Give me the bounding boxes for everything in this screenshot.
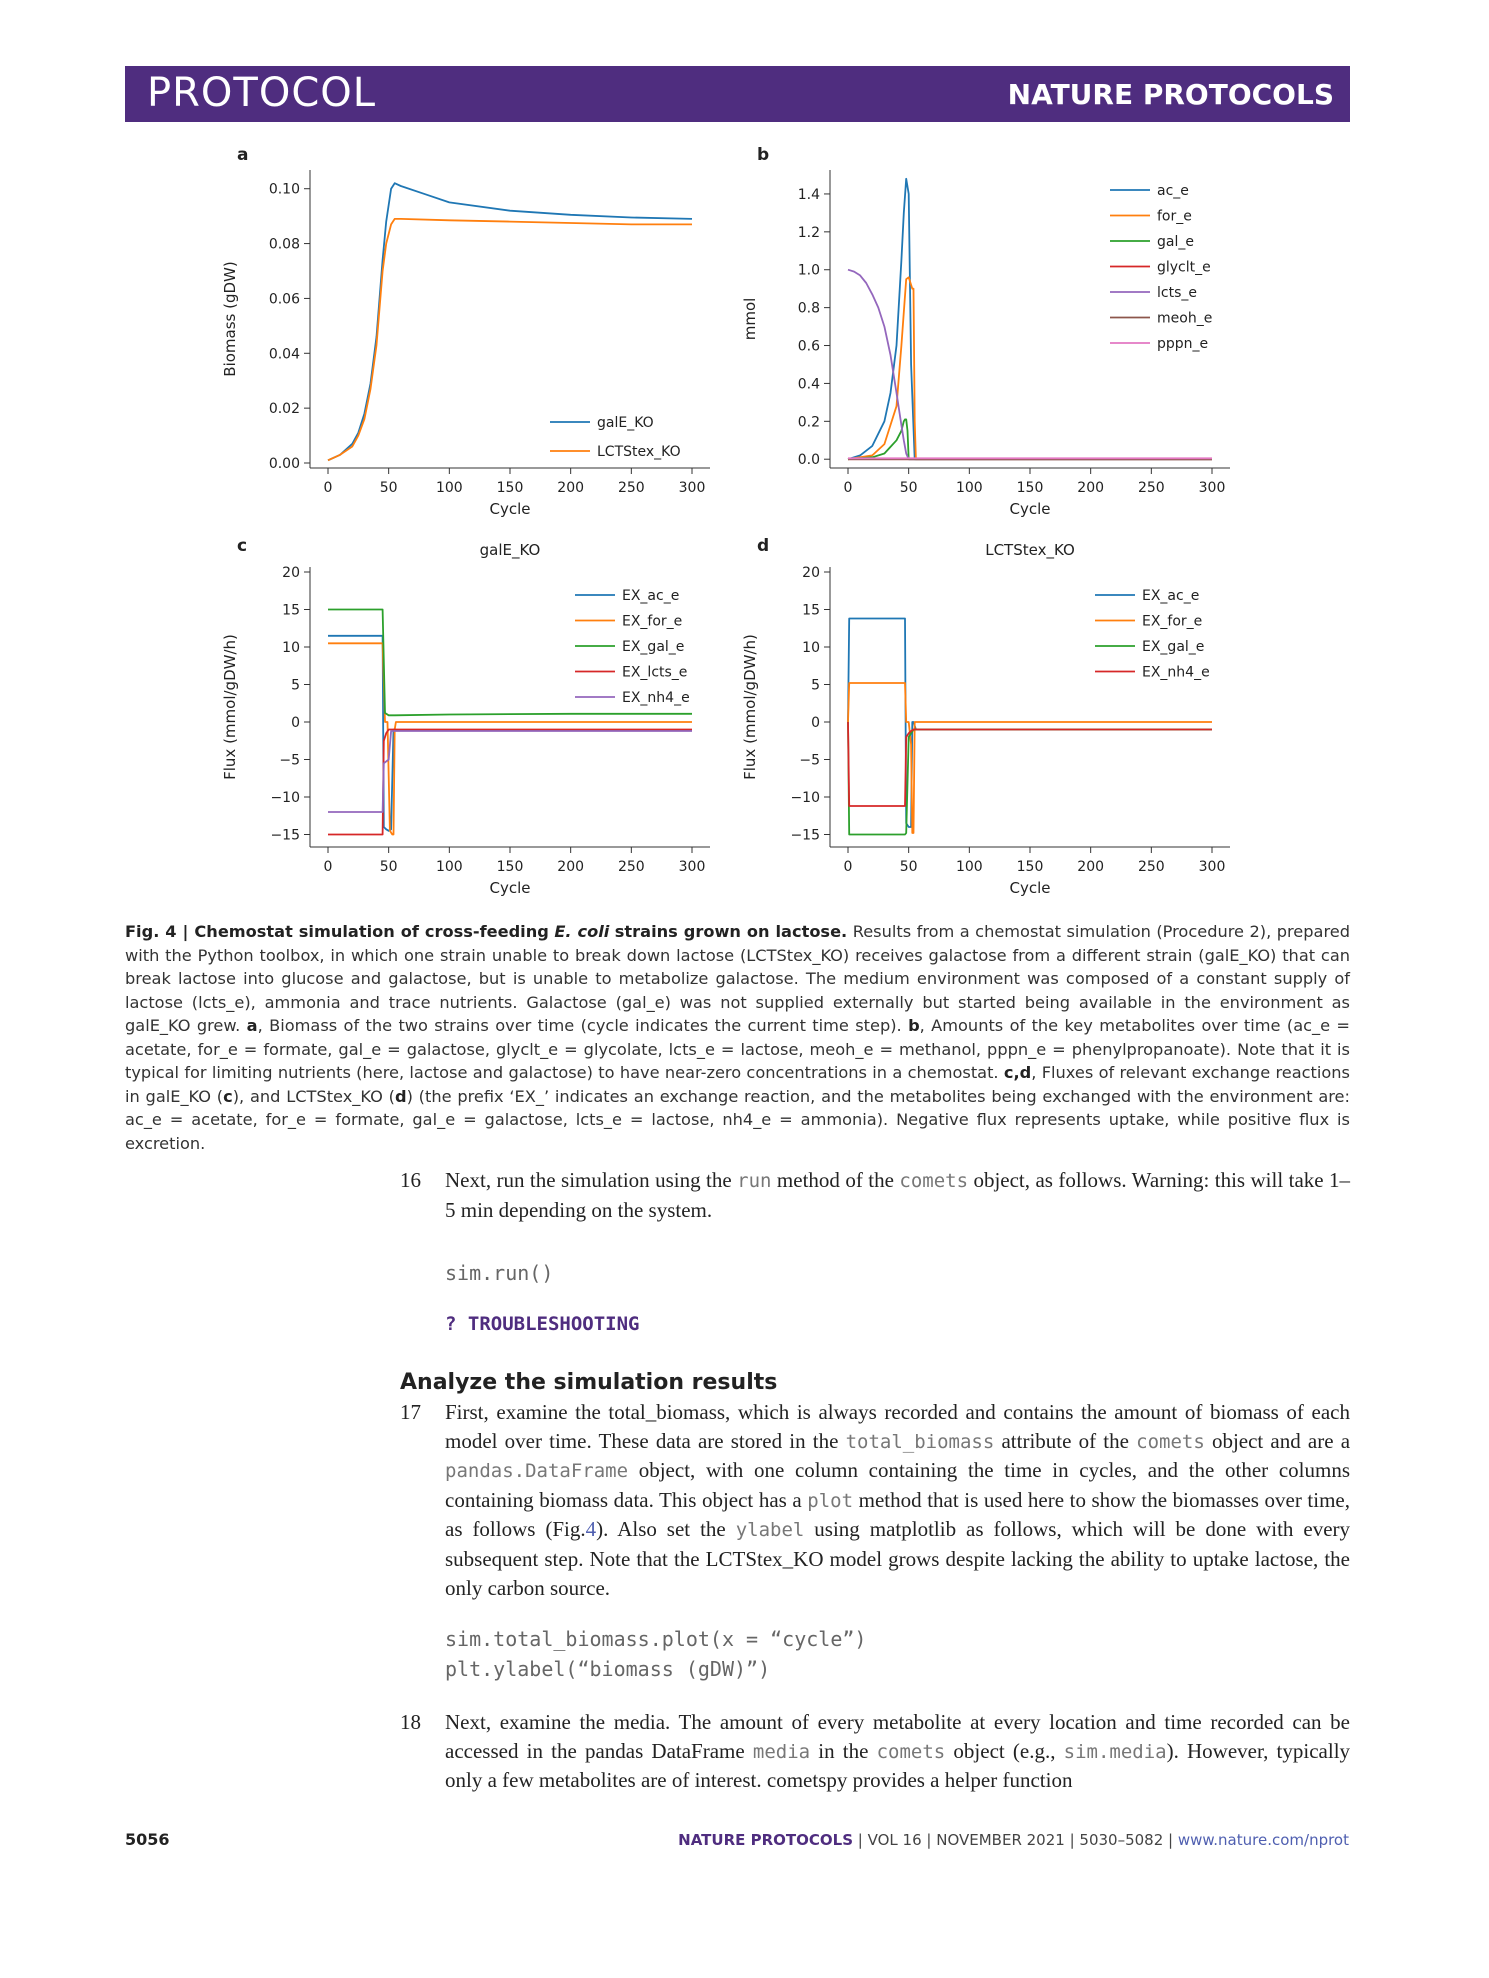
- y-tick-label: 1.4: [797, 186, 820, 203]
- legend-label: gal_e: [1157, 234, 1194, 250]
- step-18: [400, 1708, 1350, 1795]
- step-text: method of the: [776, 1168, 894, 1192]
- y-tick-label: 5: [811, 677, 820, 694]
- legend-label: lcts_e: [1157, 285, 1197, 301]
- y-axis-label: mmol: [741, 297, 759, 341]
- x-tick-label: 0: [843, 480, 853, 496]
- step-text: object, as follows. Warning: this will take 1–5 min depending on the system.: [445, 1168, 1351, 1222]
- x-tick-label: 200: [1077, 859, 1105, 875]
- y-axis-label: Biomass (gDW): [221, 261, 239, 377]
- y-tick-label: 10: [282, 640, 300, 656]
- x-axis-label: Cycle: [1009, 500, 1051, 518]
- inline-code: total_biomass: [845, 1430, 995, 1453]
- chart-panel-c: [205, 535, 745, 910]
- panel-letter: a: [237, 145, 249, 165]
- chart-title: galE_KO: [479, 541, 541, 559]
- x-tick-label: 300: [678, 859, 706, 875]
- caption-key-cd: c,d: [1003, 1063, 1032, 1082]
- y-tick-label: 0.00: [268, 456, 300, 472]
- y-tick-label: 20: [282, 565, 300, 581]
- y-tick-label: −10: [270, 790, 300, 806]
- x-tick-label: 300: [678, 480, 706, 496]
- legend-label: glyclt_e: [1157, 259, 1211, 276]
- x-tick-label: 300: [1198, 859, 1226, 875]
- y-tick-label: −5: [279, 752, 300, 769]
- panel-letter: d: [757, 536, 770, 556]
- chart-panel-b: [725, 145, 1265, 530]
- footer-volume: VOL 16: [867, 1831, 922, 1849]
- x-tick-label: 50: [379, 480, 398, 496]
- figure-caption: [125, 920, 1350, 1155]
- series-line-EX_for_e: [848, 683, 1212, 833]
- legend-label: galE_KO: [597, 415, 654, 431]
- step-number: 18: [400, 1710, 421, 1734]
- footer-journal: NATURE PROTOCOLS: [678, 1831, 854, 1849]
- panel-letter: c: [237, 536, 248, 556]
- step-text: ). Also set the: [596, 1517, 726, 1542]
- caption-key-c: c: [223, 1086, 233, 1106]
- x-tick-label: 0: [843, 859, 853, 875]
- x-tick-label: 200: [557, 859, 585, 875]
- y-tick-label: 0.04: [268, 346, 300, 363]
- step-text: object (e.g.,: [953, 1738, 1056, 1763]
- y-tick-label: 0.6: [797, 338, 820, 355]
- caption-key-b: b: [908, 1016, 920, 1035]
- caption-text-mid: ), and LCTStex_KO (: [232, 1086, 395, 1106]
- legend-label: ac_e: [1157, 183, 1189, 199]
- series-line-gal_e: [848, 419, 1212, 459]
- caption-text-end: ) (the prefix ‘EX_’ indicates an exchange reaction, and the metabolites being exchanged with the environment are: ac_e = acetate, for_e = formate, gal_e = galactose, lcts_e = lactose, nh4_e = ammonia). Negative flux represents uptake, while positive flux is excretion.: [125, 1086, 1350, 1153]
- step-text: method that is used here to show the biomasses over time, as follows (Fig.: [445, 1487, 1351, 1542]
- y-tick-label: 0.8: [797, 300, 820, 317]
- legend-label: EX_ac_e: [622, 588, 680, 604]
- step-text: object and are a: [1211, 1428, 1351, 1453]
- x-tick-label: 300: [1198, 480, 1226, 496]
- x-tick-label: 250: [617, 859, 645, 875]
- x-tick-label: 150: [496, 859, 524, 875]
- x-tick-label: 250: [1137, 480, 1165, 496]
- caption-text-a: , Biomass of the two strains over time (cycle indicates the current time step).: [257, 1016, 902, 1035]
- inline-code: comets: [1136, 1430, 1205, 1453]
- inline-code: media: [752, 1740, 811, 1763]
- y-tick-label: 20: [802, 565, 820, 581]
- caption-text-b: , Amounts of the key metabolites over time (ac_e = acetate, for_e = formate, gal_e = galactose, glyclt_e = glycolate, lcts_e = lactose, meoh_e = methanol, pppn_e = phenylpropanoate). Note that it is typical for limiting nutrients (here, lactose and galactose) to have near-zero concentrations in a chemostat.: [125, 1016, 1350, 1082]
- step-number: 17: [400, 1400, 421, 1424]
- x-axis-label: Cycle: [489, 500, 531, 518]
- y-tick-label: 0.06: [268, 291, 300, 308]
- figure-link[interactable]: 4: [585, 1517, 597, 1542]
- caption-label-end: strains grown on lactose.: [614, 922, 848, 941]
- y-tick-label: 5: [291, 677, 300, 694]
- x-tick-label: 200: [1077, 480, 1105, 496]
- panel-letter: b: [757, 145, 770, 165]
- journal-title: NATURE PROTOCOLS: [1007, 78, 1334, 111]
- y-tick-label: 0: [291, 715, 300, 731]
- footer-citation: NATURE PROTOCOLS | VOL 16 | NOVEMBER 2021 | 5030–5082 | www.nature.com/nprot: [678, 1831, 1349, 1849]
- step-text: ). However, typically only a few metabolites are of interest. cometspy provides a helper function: [445, 1738, 1351, 1793]
- footer-pages: 5030–5082: [1079, 1831, 1164, 1849]
- y-tick-label: 0.10: [268, 181, 300, 198]
- code-block-plot: sim.total_biomass.plot(x = “cycle”): [445, 1627, 867, 1651]
- x-tick-label: 150: [496, 480, 524, 496]
- inline-code: plot: [807, 1489, 854, 1512]
- y-axis-label: Flux (mmol/gDW/h): [221, 634, 239, 780]
- x-tick-label: 50: [379, 859, 398, 875]
- step-text: using matplotlib as follows, which will be done with every subsequent step. Note that the LCTStex_KO model grows despite lacking the ability to uptake lactose, the only carbon source.: [445, 1517, 1351, 1600]
- x-tick-label: 250: [1137, 859, 1165, 875]
- x-tick-label: 100: [955, 859, 983, 875]
- y-tick-label: 15: [282, 602, 300, 619]
- x-tick-label: 150: [1016, 480, 1044, 496]
- legend-label: EX_for_e: [1142, 613, 1203, 630]
- inline-code: comets: [876, 1740, 946, 1763]
- y-tick-label: 15: [802, 602, 820, 619]
- chart-panel-d: [725, 535, 1265, 910]
- section-label: PROTOCOL: [147, 70, 377, 116]
- step-text: Next, examine the media. The amount of every metabolite at every location and time recorded can be accessed in the pandas DataFrame: [445, 1710, 1350, 1763]
- y-tick-label: 0.02: [268, 401, 300, 418]
- legend-label: EX_ac_e: [1142, 588, 1200, 604]
- inline-code: pandas.DataFrame: [445, 1460, 629, 1483]
- inline-code: ylabel: [735, 1519, 805, 1542]
- inline-code: comets: [899, 1170, 969, 1192]
- x-tick-label: 200: [557, 480, 585, 496]
- step-text: attribute of the: [1001, 1428, 1129, 1453]
- legend-label: EX_gal_e: [622, 639, 685, 655]
- x-tick-label: 0: [323, 859, 333, 875]
- step-number: 16: [400, 1168, 421, 1192]
- x-axis-label: Cycle: [489, 879, 531, 897]
- caption-text-cd: , Fluxes of relevant exchange reactions in galE_KO (: [125, 1063, 1350, 1106]
- y-axis-label: Flux (mmol/gDW/h): [741, 634, 759, 780]
- legend-label: EX_nh4_e: [622, 690, 690, 706]
- y-tick-label: −15: [790, 827, 820, 844]
- step-text: object, with one column containing the time in cycles, and the other columns containing biomass data. This object has a: [445, 1458, 1351, 1512]
- step-17: [400, 1398, 1350, 1602]
- legend-label: EX_nh4_e: [1142, 664, 1210, 681]
- caption-key-d: d: [394, 1086, 407, 1106]
- y-tick-label: −5: [799, 752, 820, 769]
- section-heading: Analyze the simulation results: [400, 1370, 778, 1395]
- header-banner: [125, 66, 1350, 122]
- y-tick-label: 0.0: [797, 452, 820, 469]
- inline-code: run: [737, 1170, 772, 1192]
- footer-month: NOVEMBER 2021: [936, 1831, 1065, 1849]
- x-tick-label: 100: [955, 480, 983, 496]
- y-tick-label: −10: [790, 790, 820, 806]
- legend-label: for_e: [1157, 208, 1192, 225]
- y-tick-label: 10: [802, 640, 820, 656]
- step-text: First, examine the total_biomass, which is always recorded and contains the amount of biomass of each model over time. These data are stored in the: [445, 1400, 1350, 1453]
- inline-code: sim.media: [1063, 1740, 1167, 1763]
- x-tick-label: 150: [1016, 859, 1044, 875]
- x-tick-label: 50: [899, 859, 918, 875]
- series-line-EX_gal_e: [848, 722, 1212, 835]
- x-tick-label: 100: [435, 480, 463, 496]
- code-block-ylabel: plt.ylabel(“biomass (gDW)”): [445, 1657, 771, 1681]
- caption-body: Results from a chemostat simulation (Procedure 2), prepared with the Python toolbox, in which one strain unable to break down lactose (LCTStex_KO) receives galactose from a different strain (galE_KO) that can break lactose into glucose and galactose, but is unable to metabolize galactose. The medium environment was composed of a constant supply of lactose (lcts_e), ammonia and trace nutrients. Galactose (gal_e) was not supplied externally but started being available in the environment as galE_KO grew.: [125, 922, 1350, 1035]
- x-axis-label: Cycle: [1009, 879, 1051, 897]
- y-tick-label: 1.0: [797, 262, 820, 279]
- legend-label: meoh_e: [1157, 310, 1213, 327]
- y-tick-label: 0: [811, 715, 820, 731]
- page-number: 5056: [125, 1830, 170, 1849]
- caption-key-a: a: [246, 1016, 258, 1035]
- y-tick-label: 1.2: [797, 224, 820, 241]
- step-16: [400, 1166, 1350, 1224]
- x-tick-label: 250: [617, 480, 645, 496]
- legend-label: pppn_e: [1157, 336, 1209, 352]
- legend-label: EX_gal_e: [1142, 639, 1205, 655]
- y-tick-label: 0.4: [797, 376, 820, 393]
- step-text: Next, run the simulation using the: [445, 1168, 732, 1192]
- x-tick-label: 0: [323, 480, 333, 496]
- y-tick-label: 0.08: [268, 236, 300, 253]
- code-block-run: sim.run(): [445, 1261, 554, 1285]
- troubleshooting-link[interactable]: ? TROUBLESHOOTING: [445, 1313, 640, 1335]
- legend-label: LCTStex_KO: [597, 444, 681, 460]
- chart-panel-a: [205, 145, 745, 530]
- y-tick-label: 0.2: [797, 414, 820, 431]
- caption-label: Fig. 4 | Chemostat simulation of cross-feeding: [125, 922, 549, 941]
- series-line-EX_nh4_e: [848, 722, 1212, 806]
- x-tick-label: 50: [899, 480, 918, 496]
- chart-title: LCTStex_KO: [985, 541, 1075, 559]
- y-tick-label: −15: [270, 827, 300, 844]
- footer-url[interactable]: www.nature.com/nprot: [1177, 1831, 1349, 1849]
- caption-organism: E. coli: [554, 922, 610, 941]
- x-tick-label: 100: [435, 859, 463, 875]
- legend-label: EX_lcts_e: [622, 664, 688, 681]
- step-text: in the: [818, 1738, 869, 1763]
- legend-label: EX_for_e: [622, 613, 683, 630]
